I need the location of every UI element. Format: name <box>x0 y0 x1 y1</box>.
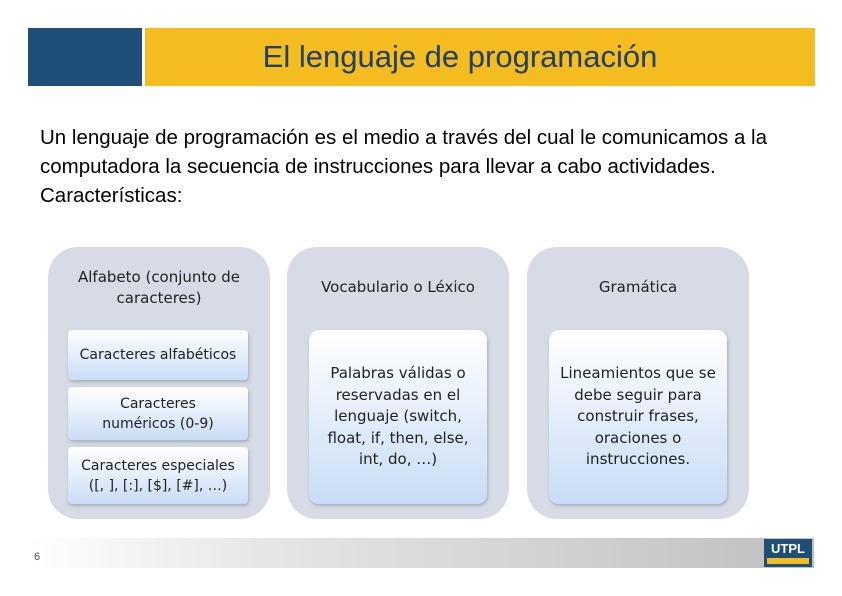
page-number: 6 <box>34 551 41 563</box>
header-blue-block <box>28 28 142 86</box>
card-special-chars <box>68 447 248 504</box>
card-text: Lineamientos que se debe seguir para construir frases, oraciones o instrucciones. <box>560 364 716 468</box>
card-grammar <box>549 330 727 504</box>
card-text: Palabras válidas o reservadas en el lenguaje (switch, float, if, then, else, int, do, …) <box>327 364 469 468</box>
column-vocabulary <box>287 247 509 519</box>
column-alphabet <box>48 247 270 519</box>
card-alphabetic-chars <box>68 330 248 380</box>
card-text: Caracteres especiales ([, ], [:], [$], [#], …) <box>81 457 235 494</box>
intro-text <box>40 123 800 210</box>
utpl-logo <box>764 539 812 567</box>
card-numeric-chars <box>68 387 248 440</box>
column-grammar <box>527 247 749 519</box>
column-title-vocabulary: Vocabulario o Léxico <box>321 278 475 296</box>
logo-stripe <box>767 558 809 564</box>
characteristics-label: Características: <box>40 184 183 207</box>
slide-title: El lenguaje de programación <box>262 39 658 74</box>
logo-text: UTPL <box>771 541 805 556</box>
column-title-grammar: Gramática <box>598 278 678 296</box>
card-text: Caracteres numéricos (0-9) <box>102 395 214 432</box>
card-text: Caracteres alfabéticos <box>79 347 237 363</box>
header-title-band <box>145 28 815 86</box>
column-title-alphabet: Alfabeto (conjunto de caracteres) <box>77 268 241 307</box>
footer-bar <box>28 538 814 568</box>
card-vocabulary <box>309 330 487 504</box>
intro-paragraph: Un lenguaje de programación es el medio a través del cual le comunicamos a la computadora la secuencia de instrucciones para llevar a cabo actividades. <box>40 126 768 178</box>
